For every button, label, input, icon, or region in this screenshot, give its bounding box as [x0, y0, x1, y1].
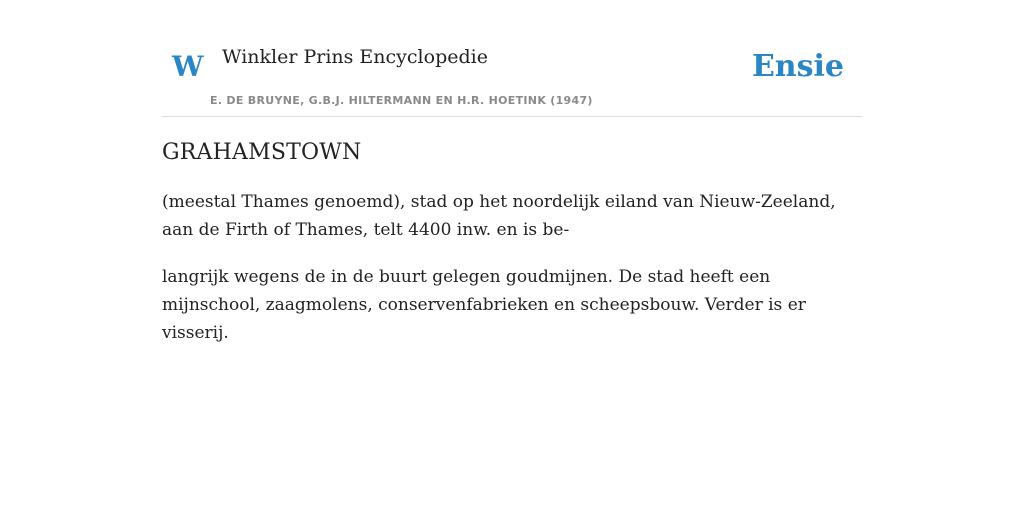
article-body	[162, 140, 862, 366]
header	[162, 38, 862, 117]
authors-credit: E. DE BRUYNE, G.B.J. HILTERMANN EN H.R. HOETINK (1947)	[210, 94, 593, 107]
winkler-prins-logo[interactable]: W	[172, 50, 204, 83]
article-paragraph: langrijk wegens de in de buurt gelegen goudmijnen. De stad heeft een mijnschool, zaagmolens, conservenfabrieken en scheepsbouw. Verder is er visserij.	[162, 267, 806, 344]
work-title: Winkler Prins Encyclopedie	[222, 46, 488, 68]
article-headword: GRAHAMSTOWN	[162, 140, 362, 165]
ensie-logo-link[interactable]: Ensie	[751, 49, 844, 84]
article-paragraph: (meestal Thames genoemd), stad op het noordelijk eiland van Nieuw-Zeeland, aan de Firth of Thames, telt 4400 inw. en is be-	[162, 192, 836, 241]
